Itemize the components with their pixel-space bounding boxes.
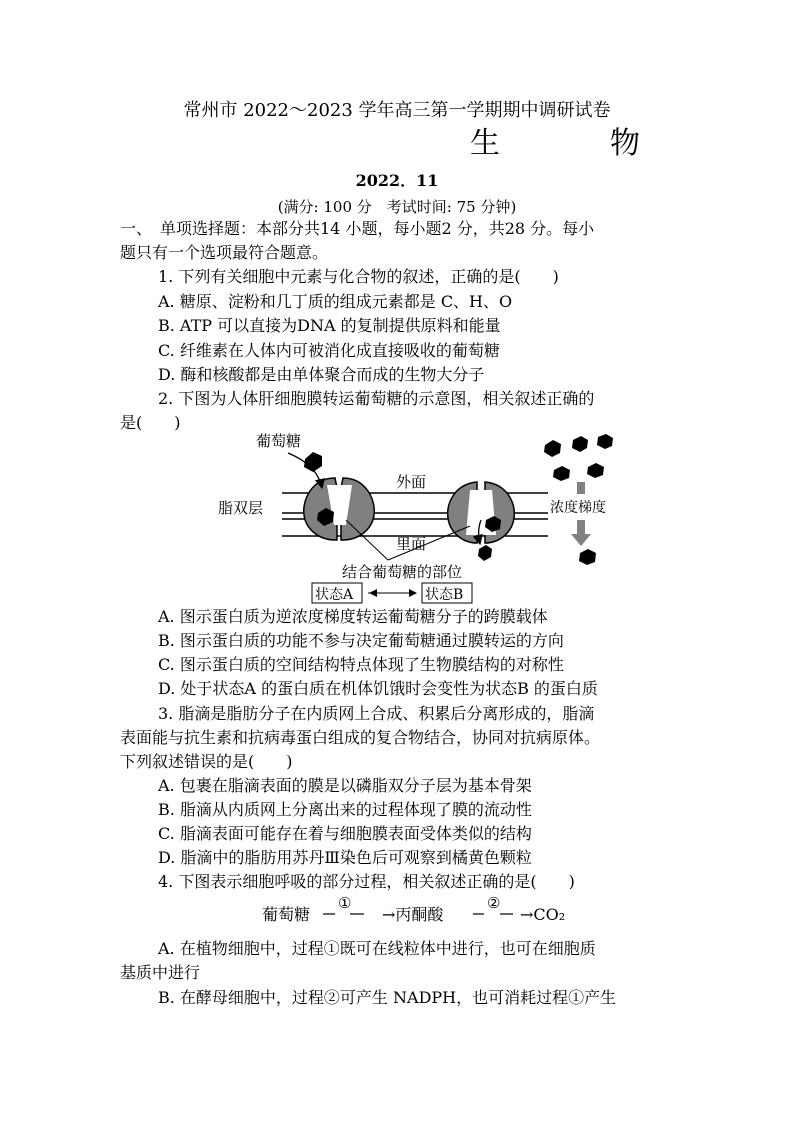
q2-option-d: D. 处于状态A 的蛋白质在机体饥饿时会变性为状态B 的蛋白质 (158, 679, 598, 698)
formula-step-2: ② (487, 894, 501, 912)
q2-stem: 2. 下图为人体肝细胞膜转运葡萄糖的示意图，相关叙述正确的 (158, 389, 595, 408)
formula-pyruvate: →丙酮酸 (382, 905, 444, 924)
q3-option-b: B. 脂滴从内质网上分离出来的过程体现了膜的流动性 (158, 800, 532, 819)
respiration-formula (0, 890, 794, 930)
glucose-label: 葡萄糖 (256, 432, 302, 450)
gradient-glucose-3 (597, 434, 613, 449)
transporter-state-b (448, 482, 515, 543)
q2-option-b: B. 图示蛋白质的功能不参与决定葡萄糖通过膜转运的方向 (158, 631, 564, 650)
state-a-label: 状态A (315, 587, 354, 603)
q4-option-b: B. 在酵母细胞中，过程②可产生 NADPH，也可消耗过程①产生 (158, 988, 617, 1007)
glucose-inside (478, 545, 492, 561)
q4-stem: 4. 下图表示细胞呼吸的部分过程，相关叙述正确的是( ) (158, 872, 575, 891)
q4-option-a: A. 在植物细胞中，过程①既可在线粒体中进行，也可在细胞质 (158, 939, 596, 958)
bilayer-label: 脂双层 (218, 499, 264, 517)
gradient-label: 浓度梯度 (550, 500, 606, 516)
q3-option-a: A. 包裹在脂滴表面的膜是以磷脂双分子层为基本骨架 (158, 776, 532, 795)
exam-date: 2022．11 (355, 171, 439, 190)
q2-option-a: A. 图示蛋白质为逆浓度梯度转运葡萄糖分子的跨膜载体 (158, 607, 548, 626)
q2-stem-cont: 是( ) (120, 413, 181, 432)
q1-option-b: B. ATP 可以直接为DNA 的复制提供原料和能量 (158, 316, 501, 335)
transporter-state-a (304, 478, 374, 540)
q2-option-c: C. 图示蛋白质的空间结构特点体现了生物膜结构的对称性 (158, 655, 564, 674)
q3-stem-cont2: 下列叙述错误的是( ) (120, 752, 293, 771)
section-heading: 一、 单项选择题：本部分共14 小题，每小题2 分，共28 分。每小 (120, 219, 595, 238)
formula-glucose: 葡萄糖 (262, 905, 311, 924)
gradient-glucose-2 (572, 436, 588, 452)
exam-title: 常州市 2022～2023 学年高三第一学期期中调研试卷 (183, 100, 611, 121)
binding-site-label: 结合葡萄糖的部位 (342, 563, 463, 581)
q1-option-d: D. 酶和核酸都是由单体聚合而成的生物大分子 (158, 365, 485, 384)
outside-label: 外面 (396, 473, 427, 491)
formula-step-1: ① (338, 894, 352, 912)
section-heading-cont: 题只有一个选项最符合题意。 (120, 243, 329, 262)
gradient-glucose-6 (579, 549, 596, 565)
formula-co2: →CO₂ (520, 905, 566, 924)
subject-title: 生 物 (470, 126, 680, 161)
gradient-glucose-1 (544, 440, 561, 457)
q3-stem-cont1: 表面能与抗生素和抗病毒蛋白组成的复合物结合，协同对抗病原体。 (120, 728, 601, 747)
q3-stem: 3. 脂滴是脂肪分子在内质网上合成、积累后分离形成的，脂滴 (158, 704, 595, 723)
state-b-label: 状态B (425, 587, 464, 603)
glucose-transport-diagram (0, 420, 794, 610)
q4-option-a-cont: 基质中进行 (120, 963, 201, 982)
q3-option-d: D. 脂滴中的脂肪用苏丹Ⅲ染色后可观察到橘黄色颗粒 (158, 848, 532, 867)
q3-option-c: C. 脂滴表面可能存在着与细胞膜表面受体类似的结构 (158, 824, 532, 843)
gradient-glucose-4 (553, 466, 570, 481)
gradient-arrow (577, 482, 585, 494)
q1-option-a: A. 糖原、淀粉和几丁质的组成元素都是 C、H、O (158, 292, 513, 311)
gradient-glucose-5 (587, 463, 604, 478)
q1-stem: 1. 下列有关细胞中元素与化合物的叙述，正确的是( ) (158, 267, 559, 286)
score-info: (满分: 100 分 考试时间: 75 分钟) (277, 198, 517, 216)
q1-option-c: C. 纤维素在人体内可被消化成直接吸收的葡萄糖 (158, 341, 500, 360)
inside-label: 里面 (396, 535, 427, 553)
